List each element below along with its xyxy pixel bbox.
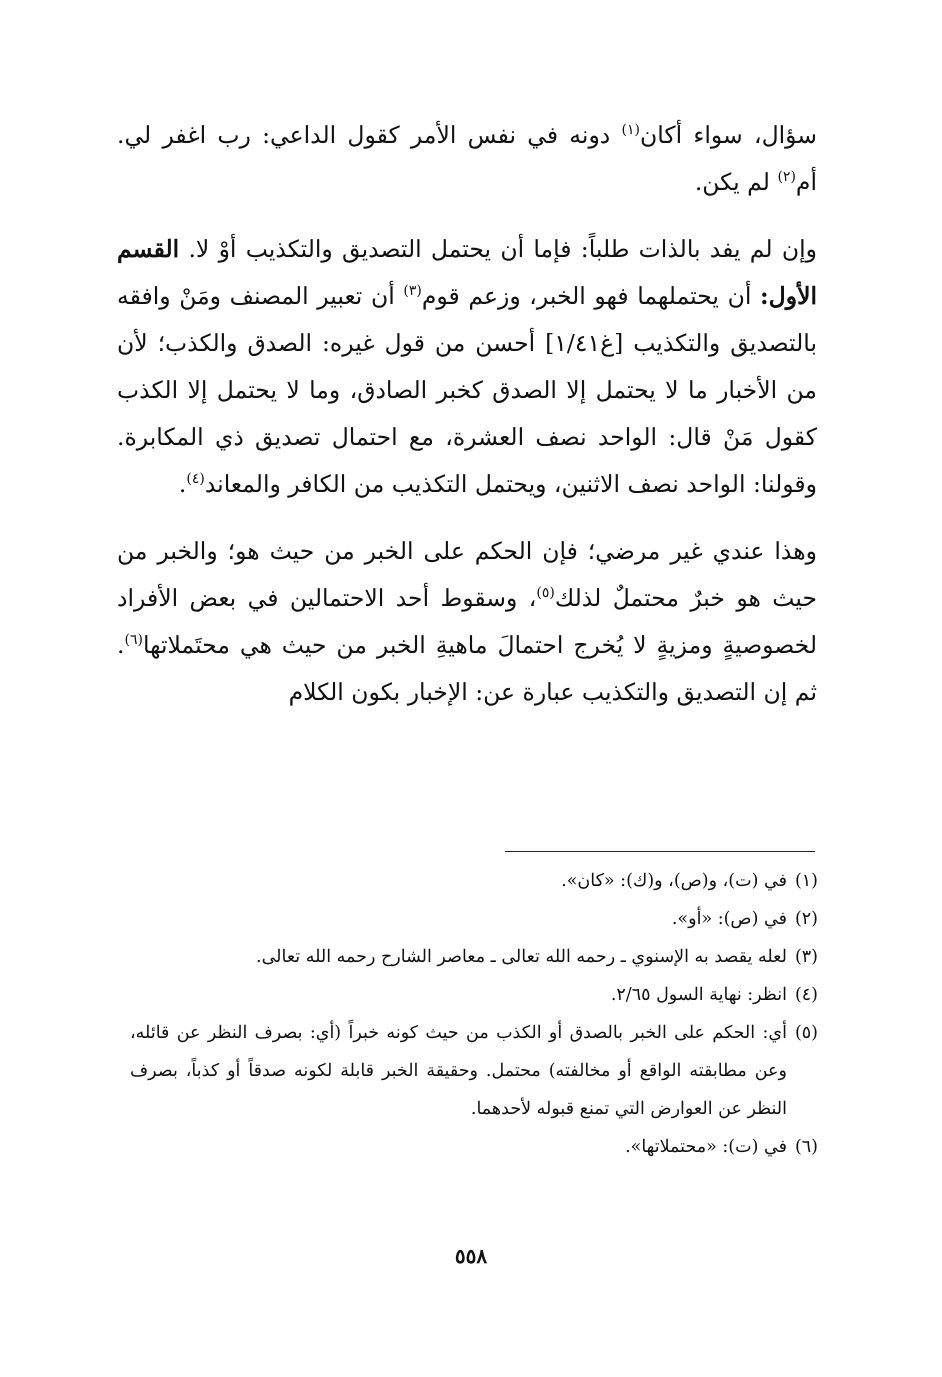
footnote-2: [130, 900, 818, 938]
footnote-3: [130, 938, 818, 976]
footnotes: [130, 862, 818, 1166]
footnote-ref-5[interactable]: (٥): [536, 585, 555, 602]
text-run: دونه في نفس الأمر كقول الداعي: رب اغفر لي. أم: [117, 121, 817, 196]
footnote-text: أي: الحكم على الخبر بالصدق أو الكذب من حيث كونه خبراً (أي: بصرف النظر عن قائله، وعن مطابقته الواقع أو مخالفته) محتمل. وحقيقة الخبر قابلة لكونه صدقاً أو كذباً، بصرف النظر عن العوارض التي تمنع قبوله لأحدهما.: [130, 1023, 787, 1119]
footnote-ref-3[interactable]: (٣): [403, 283, 422, 300]
footnote-text: في (ت): «محتملاتها».: [625, 1137, 787, 1157]
footnote-ref-4[interactable]: (٤): [186, 471, 205, 488]
footnote-4: [130, 976, 818, 1014]
text-run: أن يحتملهما فهو الخبر، وزعم قوم: [421, 282, 760, 310]
page-number: ٥٥٨: [454, 1244, 488, 1268]
footnote-5: [130, 1014, 818, 1128]
footnote-number: (٥): [794, 1023, 818, 1043]
text-run: وإن لم يفد بالذات طلباً: فإما أن يحتمل التصديق والتكذيب أوْ لا.: [179, 235, 817, 263]
footnote-ref-1[interactable]: (١): [621, 122, 640, 139]
footnote-text: في (ت)، و(ص)، و(ك): «كان».: [561, 871, 787, 891]
footnote-number: (٣): [794, 947, 818, 967]
main-text: [117, 112, 817, 716]
text-run: .: [178, 470, 187, 498]
footnote-number: (٦): [794, 1137, 818, 1157]
footnote-text: في (ص): «أو».: [671, 909, 787, 929]
footnote-divider: [505, 851, 815, 852]
text-run: . ثم إن التصديق والتكذيب عبارة عن: الإخبار بكون الكلام: [117, 631, 817, 706]
paragraph-1: [117, 112, 817, 206]
paragraph-3: [117, 528, 817, 716]
footnote-text: انظر: نهاية السول ٢/٦٥.: [610, 985, 787, 1005]
footnote-number: (٤): [794, 985, 818, 1005]
text-run: وهذا عندي غير مرضي؛ فإن الحكم على الخبر من حيث هو؛ والخبر من حيث هو خبرٌ محتملٌ لذلك: [117, 537, 817, 612]
section-heading: القسم الأول:: [117, 235, 817, 310]
paragraph-2: [117, 226, 817, 508]
footnote-ref-2[interactable]: (٢): [777, 169, 796, 186]
footnote-6: [130, 1128, 818, 1166]
footnote-text: لعله يقصد به الإسنوي ـ رحمه الله تعالى ـ معاصر الشارح رحمه الله تعالى.: [256, 947, 787, 967]
footnote-number: (٢): [794, 909, 818, 929]
footnote-number: (١): [794, 871, 818, 891]
text-run: سؤال، سواء أكان: [639, 121, 818, 149]
text-run: أن تعبير المصنف ومَنْ وافقه بالتصديق والتكذيب [غ١/٤١] أحسن من قول غيره: الصدق والكذب؛ لأن من الأخبار ما لا يحتمل إلا الصدق كخبر الصادق، وما لا يحتمل إلا الكذب كقول مَنْ قال: الواحد نصف العشرة، مع احتمال تصديق ذي المكابرة. وقولنا: الواحد نصف الاثنين، ويحتمل التكذيب من الكافر والمعاند: [117, 282, 817, 498]
text-run: لم يكن.: [694, 168, 778, 196]
text-run: ، وسقوط أحد الاحتمالين في بعض الأفراد لخصوصيةٍ ومزيةٍ لا يُخرج احتمالَ ماهيةِ الخبر من حيث هي محتَملاتها: [117, 584, 817, 659]
footnote-ref-6[interactable]: (٦): [124, 632, 143, 649]
footnote-1: [130, 862, 818, 900]
